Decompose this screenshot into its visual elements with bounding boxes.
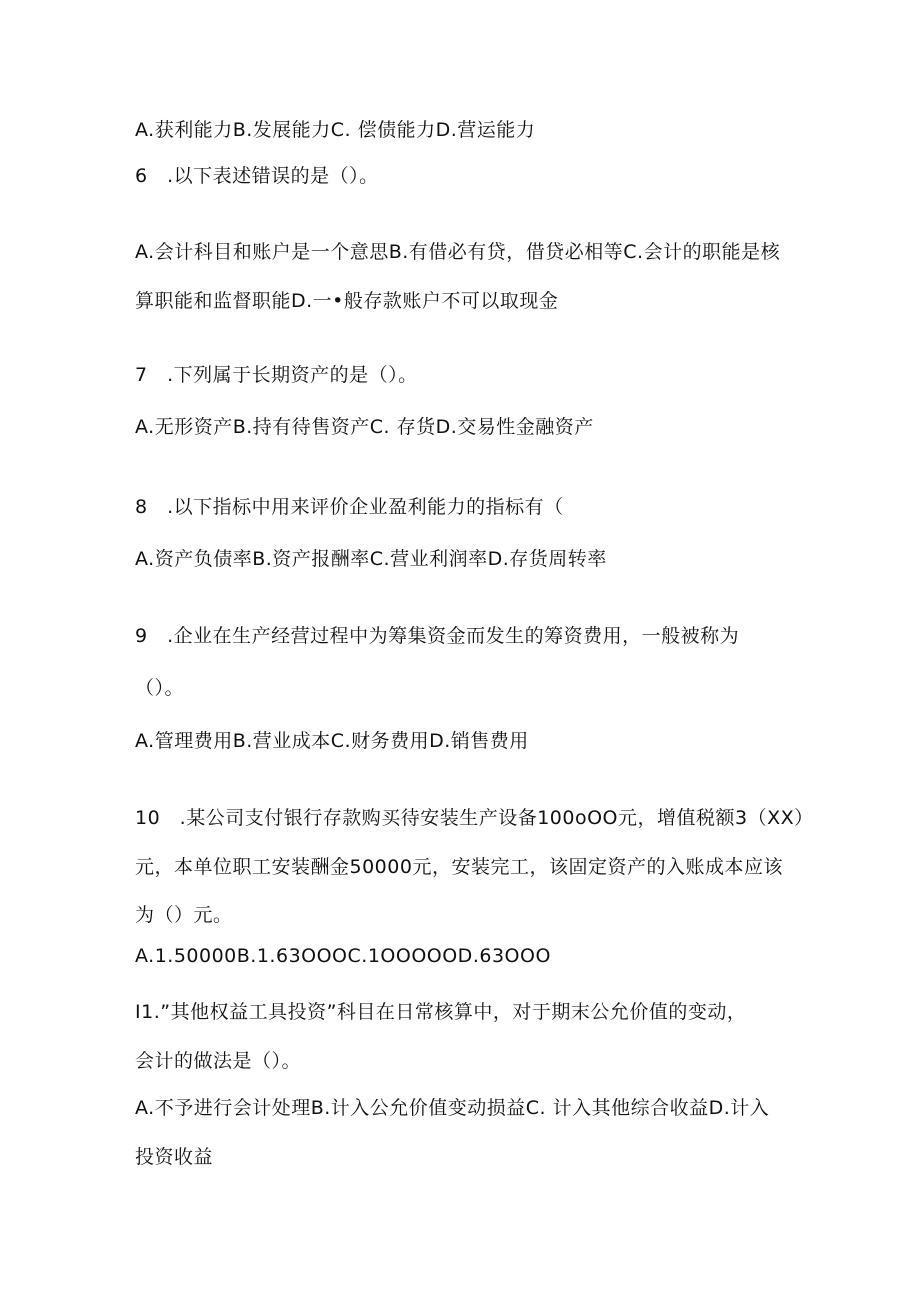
q6-stem: 6 .以下表述错误的是（）。 (135, 165, 379, 187)
q10-options: A.1.50000B.1.63OOOC.1OOOOOD.63OOO (135, 945, 551, 967)
q10-stem-line2: 元，本单位职工安装酬金50000元，安装完工，该固定资产的入账成本应该 (135, 856, 783, 878)
q11-options-line2: 投资收益 (135, 1146, 214, 1168)
q11-stem-line2: 会计的做法是（）。 (135, 1050, 302, 1072)
q5-options: A.获利能力B.发展能力C. 偿债能力D.营运能力 (135, 119, 536, 141)
q10-stem-line3: 为（）元。 (135, 904, 233, 926)
q6-options-line1: A.会计科目和账户是一个意思B.有借必有贷，借贷必相等C.会计的职能是核 (135, 241, 781, 263)
q11-stem-line1: I1.”其他权益工具投资”科目在日常核算中，对于期末公允价值的变动， (135, 1001, 747, 1023)
q11-options-line1: A.不予进行会计处理B.计入公允价值变动损益C. 计入其他综合收益D.计入 (135, 1097, 770, 1119)
q10-stem-line1: 10 .某公司支付银行存款购买待安装生产设备100oOO元，增值税额3（XX） (135, 807, 814, 829)
q8-stem: 8 .以下指标中用来评价企业盈利能力的指标有（ (135, 496, 564, 518)
q9-stem-line2: （）。 (135, 677, 185, 699)
q9-stem-line1: 9 .企业在生产经营过程中为筹集资金而发生的筹资费用，一般被称为 (135, 625, 740, 647)
q7-stem: 7 .下列属于长期资产的是（）。 (135, 364, 418, 386)
q6-options-line2: 算职能和监督职能D.一•般存款账户不可以取现金 (135, 290, 559, 312)
q8-options: A.资产负债率B.资产报酬率C.营业利润率D.存货周转率 (135, 548, 607, 570)
q9-options: A.管理费用B.营业成本C.财务费用D.销售费用 (135, 730, 529, 752)
q7-options: A.无形资产B.持有待售资产C. 存货D.交易性金融资产 (135, 416, 594, 438)
